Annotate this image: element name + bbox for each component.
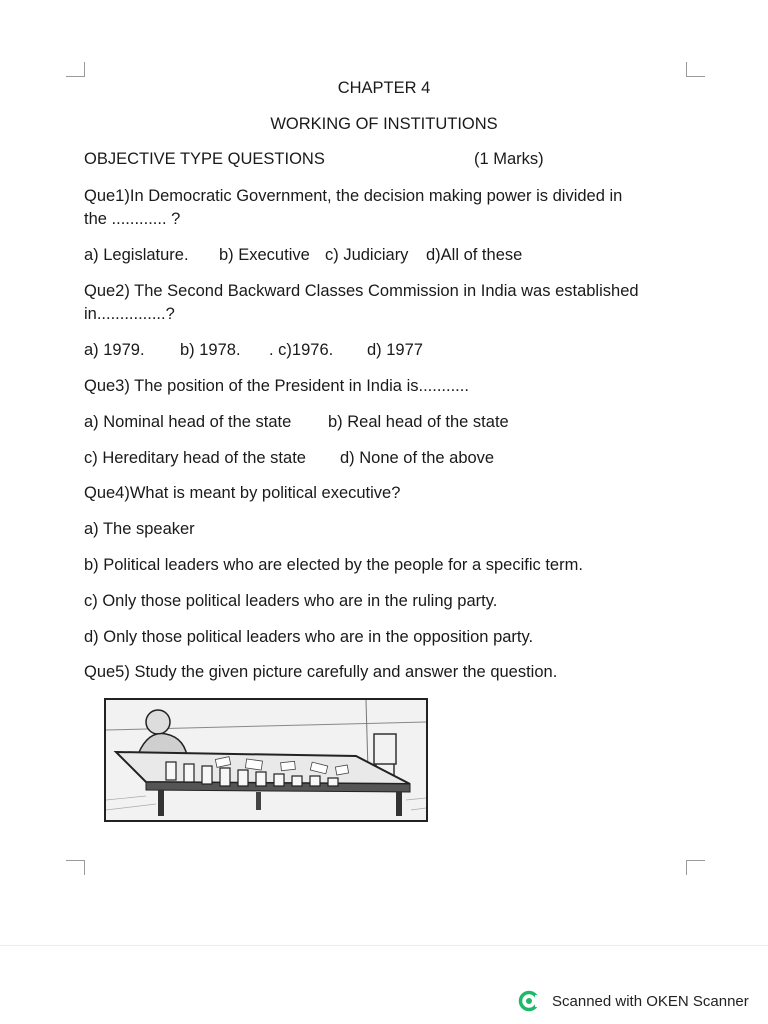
q1-option-c: c) Judiciary bbox=[325, 246, 409, 264]
q3-option-d: d) None of the above bbox=[340, 449, 495, 467]
q4-text: Que4)What is meant by political executive? bbox=[84, 484, 401, 502]
q2-option-c: . c)1976. bbox=[269, 341, 334, 359]
cartoon-illustration bbox=[106, 700, 426, 820]
q2-option-b: b) 1978. bbox=[180, 341, 241, 359]
crop-mark-top-right bbox=[686, 62, 705, 77]
q2-option-d: d) 1977 bbox=[367, 341, 423, 359]
marks-label: (1 Marks) bbox=[474, 150, 544, 168]
q5-text: Que5) Study the given picture carefully and answer the question. bbox=[84, 663, 558, 681]
footer-divider bbox=[0, 945, 768, 946]
section-heading-row bbox=[84, 148, 684, 170]
q4-option-a: a) The speaker bbox=[84, 520, 195, 538]
q2-text-line1: Que2) The Second Backward Classes Commission in India was established bbox=[84, 282, 639, 300]
section-heading: OBJECTIVE TYPE QUESTIONS bbox=[84, 150, 325, 168]
q3-option-c: c) Hereditary head of the state bbox=[84, 449, 306, 467]
q1-option-d: d)All of these bbox=[426, 246, 523, 264]
q1-text-line1: Que1)In Democratic Government, the decision making power is divided in bbox=[84, 187, 623, 205]
crop-mark-bottom-left bbox=[66, 860, 85, 875]
q4-option-b: b) Political leaders who are elected by the people for a specific term. bbox=[84, 556, 583, 574]
chapter-heading: CHAPTER 4 bbox=[337, 79, 431, 97]
crop-mark-bottom-right bbox=[686, 860, 705, 875]
scanner-watermark bbox=[518, 990, 749, 1012]
q1-option-b: b) Executive bbox=[219, 246, 310, 264]
oken-scanner-logo-icon bbox=[518, 990, 540, 1012]
q3-options-row1 bbox=[84, 411, 509, 433]
q3-option-a: a) Nominal head of the state bbox=[84, 413, 292, 431]
q2-options bbox=[84, 339, 423, 361]
q2-option-a: a) 1979. bbox=[84, 341, 145, 359]
q4-option-d: d) Only those political leaders who are in the opposition party. bbox=[84, 628, 534, 646]
q1-options bbox=[84, 244, 522, 266]
q3-options-row2 bbox=[84, 447, 494, 469]
q3-text: Que3) The position of the President in India is........... bbox=[84, 377, 469, 395]
q1-text-line2: the ............ ? bbox=[84, 210, 181, 228]
crop-mark-top-left bbox=[66, 62, 85, 77]
q4-option-c: c) Only those political leaders who are in the ruling party. bbox=[84, 592, 498, 610]
q3-option-b: b) Real head of the state bbox=[328, 413, 509, 431]
q1-option-a: a) Legislature. bbox=[84, 246, 189, 264]
cartoon-picture bbox=[104, 698, 428, 822]
chapter-title: WORKING OF INSTITUTIONS bbox=[270, 115, 498, 133]
scanner-label: Scanned with OKEN Scanner bbox=[552, 992, 749, 1010]
q2-text-line2: in...............? bbox=[84, 305, 175, 323]
